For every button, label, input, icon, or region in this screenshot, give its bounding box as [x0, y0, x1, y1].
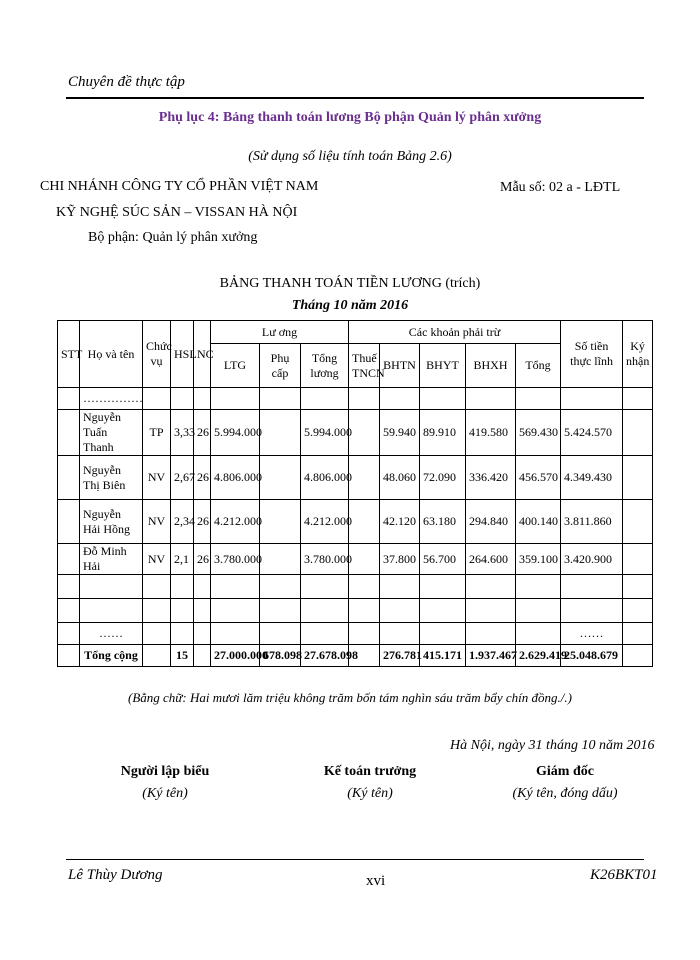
table-row [58, 544, 653, 575]
signature-hint: (Ký tên) [347, 786, 393, 801]
row-tax [349, 410, 380, 456]
row-nc: 26 [194, 500, 211, 544]
ellipsis-cell: …… [561, 623, 623, 645]
header-title: Chuyên đề thực tập [68, 74, 185, 90]
table-row [58, 623, 653, 645]
signature-hint: (Ký tên, đóng dấu) [512, 786, 618, 801]
header-name: Họ và tên [80, 321, 143, 388]
header-divider [66, 97, 644, 99]
totals-label: Tổng cộng [80, 645, 143, 667]
row-net: 4.349.430 [561, 456, 623, 500]
row-net: 3.811.860 [561, 500, 623, 544]
totals-bhtn: 276.781 [380, 645, 420, 667]
company-name-line1: CHI NHÁNH CÔNG TY CỔ PHẦN VIỆT NAM [40, 179, 319, 194]
row-allowance [260, 456, 301, 500]
row-allowance [260, 544, 301, 575]
footer-author: Lê Thùy Dương [68, 867, 163, 883]
row-ltg: 4.806.000 [211, 456, 260, 500]
row-name: Nguyễn Thị Biên [80, 456, 143, 500]
row-bhyt: 89.910 [420, 410, 466, 456]
row-net: 5.424.570 [561, 410, 623, 456]
row-nc: 26 [194, 410, 211, 456]
amount-in-words: (Bằng chữ: Hai mươi lăm triệu không trăm bốn tám nghìn sáu trăm bẩy chín đồng./.) [128, 690, 572, 705]
totals-net: 25.048.679 [561, 645, 623, 667]
row-name: Nguyễn Hải Hồng [80, 500, 143, 544]
row-hsl: 3,33 [171, 410, 194, 456]
totals-total-salary: 27.678.098 [301, 645, 349, 667]
table-row [58, 388, 653, 410]
header-deduction-total: Tổng [516, 344, 561, 388]
row-nc: 26 [194, 456, 211, 500]
header-total-salary: Tổng lương [301, 344, 349, 388]
totals-row [58, 645, 653, 667]
header-hsl: HSL [171, 321, 194, 388]
totals-bhyt: 415.171 [420, 645, 466, 667]
row-bhyt: 72.090 [420, 456, 466, 500]
row-name: Đỗ Minh Hải [80, 544, 143, 575]
row-deduction-total: 359.100 [516, 544, 561, 575]
date-line: Hà Nội, ngày 31 tháng 10 năm 2016 [450, 738, 655, 753]
row-bhtn: 42.120 [380, 500, 420, 544]
row-bhtn: 59.940 [380, 410, 420, 456]
row-tax [349, 544, 380, 575]
footer-divider [66, 859, 644, 860]
totals-deduction-total: 2.629.419 [516, 645, 561, 667]
header-bhxh: BHXH [466, 344, 516, 388]
row-bhyt: 56.700 [420, 544, 466, 575]
appendix-title: Phụ lục 4: Bảng thanh toán lương Bộ phận Quản lý phân xưởng [158, 110, 542, 125]
row-ltg: 3.780.000 [211, 544, 260, 575]
signature-role: Kế toán trưởng [323, 764, 417, 779]
header-tax: Thuế TNCN [349, 344, 380, 388]
row-nc: 26 [194, 544, 211, 575]
row-deduction-total: 456.570 [516, 456, 561, 500]
row-position: NV [143, 544, 171, 575]
signature-hint: (Ký tên) [142, 786, 188, 801]
table-row [58, 456, 653, 500]
signature-chief-accountant [300, 764, 440, 802]
signature-role: Giám đốc [536, 764, 594, 779]
row-total: 3.780.000 [301, 544, 349, 575]
page-number: xvi [366, 873, 386, 889]
payroll-table [57, 320, 653, 667]
header-net: Số tiền thực lĩnh [561, 321, 623, 388]
header-nc: NC [194, 321, 211, 388]
totals-ltg: 27.000.000 [211, 645, 260, 667]
row-total: 4.212.000 [301, 500, 349, 544]
row-ltg: 4.212.000 [211, 500, 260, 544]
table-row [58, 410, 653, 456]
row-total: 4.806.000 [301, 456, 349, 500]
row-allowance [260, 500, 301, 544]
row-bhtn: 37.800 [380, 544, 420, 575]
row-bhtn: 48.060 [380, 456, 420, 500]
row-hsl: 2,34 [171, 500, 194, 544]
header-sign: Ký nhận [623, 321, 653, 388]
signature-preparer [100, 764, 230, 802]
row-position: NV [143, 456, 171, 500]
row-tax [349, 500, 380, 544]
row-deduction-total: 400.140 [516, 500, 561, 544]
signature-role: Người lập biểu [120, 764, 210, 779]
header-bhtn: BHTN [380, 344, 420, 388]
row-position: NV [143, 500, 171, 544]
row-ltg: 5.994.000 [211, 410, 260, 456]
row-hsl: 2,1 [171, 544, 194, 575]
row-position: TP [143, 410, 171, 456]
totals-bhxh: 1.937.467 [466, 645, 516, 667]
table-title: BẢNG THANH TOÁN TIỀN LƯƠNG (trích) [219, 276, 481, 291]
table-row [58, 500, 653, 544]
row-total: 5.994.000 [301, 410, 349, 456]
totals-allowance: 678.098 [260, 645, 301, 667]
table-month: Tháng 10 năm 2016 [291, 298, 409, 313]
row-deduction-total: 569.430 [516, 410, 561, 456]
ellipsis-cell: …… [80, 623, 143, 645]
header-position: Chức vụ [143, 321, 171, 388]
header-salary-group: Lư ơng [211, 321, 349, 344]
row-bhyt: 63.180 [420, 500, 466, 544]
row-allowance [260, 410, 301, 456]
header-ltg: LTG [211, 344, 260, 388]
header-deduction-group: Các khoản phải trừ [349, 321, 561, 344]
row-net: 3.420.900 [561, 544, 623, 575]
source-note: (Sử dụng số liệu tính toán Bảng 2.6) [248, 149, 452, 164]
company-name-line2: KỸ NGHỆ SÚC SẢN – VISSAN HÀ NỘI [56, 205, 298, 220]
signature-director [500, 764, 630, 802]
totals-hsl: 15 [171, 645, 194, 667]
table-row [58, 575, 653, 599]
header-allowance: Phụ cấp [260, 344, 301, 388]
footer-class-code: K26BKT01 [590, 867, 658, 883]
header-bhyt: BHYT [420, 344, 466, 388]
row-bhxh: 419.580 [466, 410, 516, 456]
table-row [58, 599, 653, 623]
row-tax [349, 456, 380, 500]
form-number: Mẫu số: 02 a - LĐTL [500, 180, 621, 195]
department-label: Bộ phận: Quản lý phân xưởng [88, 230, 258, 245]
row-hsl: 2,67 [171, 456, 194, 500]
row-bhxh: 336.420 [466, 456, 516, 500]
ellipsis-cell: …………… [80, 388, 143, 410]
row-bhxh: 294.840 [466, 500, 516, 544]
row-name: Nguyễn Tuấn Thanh [80, 410, 143, 456]
row-bhxh: 264.600 [466, 544, 516, 575]
header-stt: STT [58, 321, 80, 388]
